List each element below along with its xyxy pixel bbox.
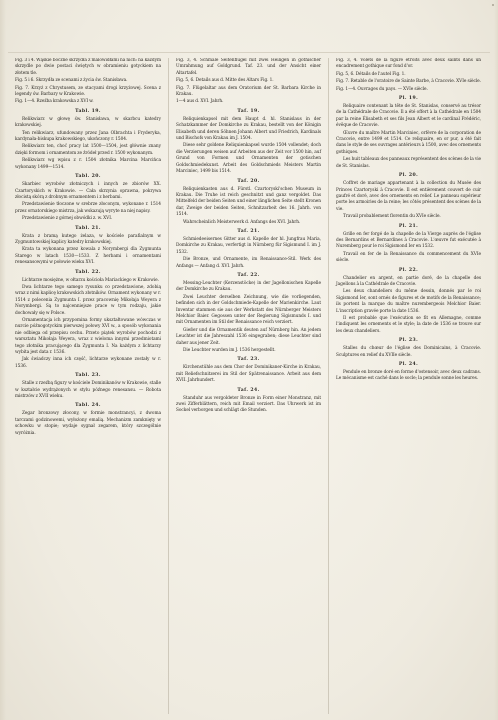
german-plate-heading: Taf. 23. <box>237 357 260 363</box>
french-plate-heading: Pl. 21. <box>398 223 419 229</box>
german-plate-heading: Taf. 19. <box>237 108 260 114</box>
corner-mark <box>492 4 494 6</box>
french-plate-heading: Pl. 20. <box>398 173 419 179</box>
polish-plate-paragraph: Krata z bramą kutego żelaza, w kościele parafialnym w Zygmuntowskiej kaplicy katedry krakowskiej. <box>15 233 161 245</box>
german-intro-paragraph: 1—4 aus d. XVI. Jahrh. <box>176 99 224 105</box>
german-plate-paragraph: Die Bronze, und Ornamente, im Renaissance-Stil. Werk des Anfangs — Anfang d. XVI. Jahrh. <box>176 257 321 269</box>
german-intro-paragraph: Fig. 7. Flügelaltar aus dem Oratorium der St. Barbara Kirche in Krakau. <box>176 85 321 98</box>
german-plate-paragraph: Reliquienkasten aus d. Fürstl. Czartoryski'schen Museum in Krakau. Die Truhe ist reich geschnitzt und ganz vergoldet. Das Mittelfeld der beiden Seiten und einer länglichen Seite stellt Kronen dar, Zweige der beiden Seiten, Schnitzarbeit des 16. Jahrh. von 1514. <box>176 186 321 218</box>
polish-plate-paragraph: Dwa lichtarze tego samego rysunku co przedstawione, zdobią wraz z nimi kaplicę krakowskich złotników. Ornament wykonany w r. 1514 z polecenia Zygmunta I. przez pracownię Mikołaja Weyera z Norymbergi. Są to najcenniejsze prace w tym rodzaju, jakie dochowały się w Polsce. <box>15 284 161 316</box>
german-plate-paragraph: Gießer und die Ornamentik deuten auf Nürnberg hin. An jedem Leuchter ist die Jahreszahl 1536 eingegraben; diese Leuchter sind daher aus jener Zeit. <box>176 327 321 346</box>
french-plate-paragraph: Reliquaire contenant la tête de St. Stanislas, conservé au trésor de la Cathédrale de Cracovie. Il a été offert à la Cathédrale en 1504 par la reine Élisabeth et ses fils Jean Albert et le cardinal Frédéric, évêque de Cracovie. <box>336 104 481 129</box>
top-rule <box>8 52 490 53</box>
french-plate-paragraph: Travail en fer de la Renaissance du commencement du XVIe siècle. <box>336 251 481 264</box>
text-columns <box>8 58 490 714</box>
polish-plate-paragraph: Relikwiarz ten, choć pracy lat 1500—1504, jest głównie znany dzięki formom i ornamentom ze źródeł przed r. 1500 wykonanym. <box>15 144 161 156</box>
french-plate-paragraph: Œuvre du maître Martin Marciniec, orfèvre de la corporation de Cracovie, entre 1499 et 1514. Ce reliquaire, en or pur, a été fait dans le style de ses ouvrages antérieurs à 1500, avec des ornements gothiques. <box>336 130 481 155</box>
polish-plate-paragraph: Relikwiarz w głowę św. Stanisława, w skarbcu katedry krakowskiej. <box>15 116 161 129</box>
german-plate-paragraph: Reliquienkapsel mit dem Haupt d. hl. Stanislaus in der Schatzkammer der Domkirche zu Krakau, bestellt von der Königin Elisabeth und deren Söhnen Johann Albert und Friedrich, Kardinals und Bischofs von Krakau im J. 1504. <box>176 116 321 142</box>
polish-plate-heading: Tabl. 20. <box>75 174 101 180</box>
polish-intro-paragraph: Fig. 7. Krzyż z Chrystusem, ze stacyami drogi krzyżowej. Scena z legendy św. Barbary w Krakowie. <box>15 85 161 98</box>
german-intro-paragraph: Fig. 5, 6. Details aus d. Mitte des Altars Fig. 1. <box>176 78 274 84</box>
page-edge <box>494 0 498 720</box>
polish-intro-paragraph: Fig. 3 i 4. Wąskie boczne skrzydła z malowidłami na nich: na każdym skrzydle po dwie postaci świętych w obramieniu gotyckiem na złotem tle. <box>15 58 161 76</box>
polish-plate-paragraph: Skarbiec wyrobów złotniczych i innych ze zbiorów XX. Czartoryskich w Krakowie. — Cała skrzynia oprawna, pokrywa złocistą skórą z drobnym ornamentem i z herbami. <box>15 182 161 200</box>
french-plate-paragraph: Pendule en bronze doré en forme d'ostensoir, avec deux cadrans. Le mécanisme est caché dans le socle; la pendule sonne les heures. <box>336 370 481 382</box>
polish-plate-paragraph: Ten relikwiarz, ufundowany przez Jana Olbrachta i Fryderyka, kardynała-biskupa krakowskiego, ukończony r. 1504. <box>15 130 161 143</box>
french-plate-paragraph: Grille en fer forgé de la chapelle de la Vierge auprès de l'église des Bernardins et Bernardines à Cracovie. L'œuvre fut exécutée à Nuremberg pour le roi Sigismond Ier en 1532. <box>336 231 481 250</box>
german-plate-heading: Taf. 24. <box>237 387 260 393</box>
french-plate-heading: Pl. 24. <box>398 362 419 368</box>
french-column <box>328 58 488 714</box>
german-plate-paragraph: Zwei Leuchter derselben Zeichnung, wie die vorliegenden, befinden sich in der Goldschmiede-Kapelle der Marienkirche. Laut Inventar stammen sie aus der Werkstatt des Nürnberger Meisters Melchior Baier. Gegossen unter der Regierung Sigismunds I. und mit Ornamenten im Stil der Renaissance reich verziert. <box>176 294 321 326</box>
german-plate-paragraph: Die Leuchter wurden im J. 1536 hergestellt. <box>183 348 276 354</box>
german-plate-heading: Taf. 21. <box>237 228 260 234</box>
german-plate-paragraph: Schmiedeeisernes Gitter aus d. Kapelle der hl. Jungfrau Maria, Domkirche zu Krakau, verfertigt in Nürnberg für Sigismund I. im J. 1532. <box>176 236 321 255</box>
french-plate-paragraph: Coffret de mariage appartenant à la collection du Musée des Princes Czartoryski à Cracovie. Il est entièrement couvert de cuir gaufré et doré, avec des ornements en relief. Le panneau supérieur porte les armoiries de la reine; les côtés présentent des scènes de la vie. <box>336 181 481 212</box>
french-plate-paragraph: Les huit tableaux des panneaux représentent des scènes de la vie de St. Stanislas. <box>336 157 482 169</box>
french-plate-paragraph: Il est probable que l'exécution se fit en Allemagne, comme l'indiquent les ornements et le style; la date de 1536 se trouve sur les deux chandeliers. <box>336 316 481 334</box>
polish-intro-paragraph: Fig. 1—4. Rzeźba krakowska z XVI w. <box>15 99 94 105</box>
polish-plate-paragraph: Relikwiarz wg wpisu z r. 1504 złotnika Marcina Marcińca wykonany 1499—1514. <box>15 158 161 170</box>
polish-plate-heading: Tabl. 19. <box>75 108 101 114</box>
polish-plate-heading: Tabl. 22. <box>75 269 101 275</box>
polish-plate-heading: Tabl. 21. <box>75 225 101 231</box>
german-plate-paragraph: Messing-Leuchter (Kerzenstöcke) in der Jagellonischen Kapelle der Domkirche zu Krakau. <box>176 280 321 293</box>
french-plate-paragraph: Chandelier en argent, en partie doré, de la chapelle des Jagellons à la Cathédrale de Cracovie. <box>336 275 481 287</box>
polish-intro-paragraph: Fig. 5 i 6. Skrzydła ze scenami z życia św. Stanisława. <box>15 78 128 84</box>
french-plate-paragraph: Stalles du chœur de l'église des Dominicains, à Cracovie. Sculptures en relief du XVIIe siècle. <box>336 346 481 358</box>
french-plate-heading: Pl. 23. <box>398 338 419 344</box>
french-intro-paragraph: Fig. 7. Retable de l'oratoire de Sainte Barbe, à Cracovie. XVIe siècle. <box>336 79 481 85</box>
german-plate-paragraph: Kirchenstühle aus dem Chor der Dominikaner-Kirche in Krakau, mit Reliefschnitzerei im Stil der Spätrenaissance. Arbeit aus dem XVII. Jahrhundert. <box>176 365 321 384</box>
french-intro-paragraph: Fig. 1—4. Ouvrages du pays. — XVIe siècle. <box>336 86 428 92</box>
polish-plate-paragraph: Stalle z rzeźbą figury w kościele Dominikanów w Krakowie, stalle w kształcie wydrążonych w stylu późnego renesansu. — Robota mistrzów z XVII wieku. <box>15 381 161 400</box>
polish-plate-paragraph: Jak świadczy inna ich część, lichtarze wykonane zostały w r. 1536. <box>15 357 161 369</box>
french-plate-paragraph: Travail probablement florentin du XVIe siècle. <box>343 214 441 220</box>
polish-column <box>8 58 168 714</box>
german-plate-heading: Taf. 20. <box>237 178 260 184</box>
french-intro-paragraph: Fig. 5, 6. Détails de l'autel Fig. 1. <box>336 71 406 77</box>
french-plate-paragraph: Les deux chandeliers du même dessin, donnés par le roi Sigismond Ier, sont ornés de figures et de motifs de la Renaissance; ils portent la marque du maître nurembergeois Melchior Baier. L'inscription gravée porte la date 1536. <box>336 289 481 314</box>
german-plate-paragraph: Standuhr aus vergoldeter Bronze in Form einer Monstranz, mit zwei Zifferblättern, reich mit Email verziert. Das Uhrwerk ist im Sockel verborgen und schlägt die Stunden. <box>176 395 321 414</box>
polish-plate-paragraph: Krata ta wykonana przez kowala z Norymbergi dla Zygmunta Starego w latach 1530—1533. Z herbami i ornamentami renesansowymi w połowie wieku XVI. <box>15 247 161 266</box>
german-plate-heading: Taf. 22. <box>237 272 260 278</box>
german-column <box>168 58 328 714</box>
polish-plate-paragraph: Lichtarze mosiężne, w ołtarzu kościoła Mariackiego w Krakowie. <box>22 277 159 283</box>
german-plate-paragraph: Wahrscheinlich Meisterwerk d. Anfangs des XVI. Jahrh. <box>183 219 301 225</box>
french-plate-heading: Pl. 22. <box>398 267 419 273</box>
binding-shadow <box>0 0 6 720</box>
polish-plate-paragraph: Przedstawienie tłoczone w srebrze złoconym, wykonane r. 1514 przez ornatorskiego mistrza, jak wskazują wyryte na niej napisy. <box>15 202 161 214</box>
polish-plate-paragraph: Przedstawienie z górnej obwódki z. w. XVI. <box>22 216 113 222</box>
french-intro-paragraph: Fig. 3, 4. Volets de la figure étroits avec deux saints dans un encadrement gothique sur fond d'or. <box>336 58 481 70</box>
polish-plate-paragraph: Ornamentacja ich przypomina formy ukształtowane wówczas w nurcie późnogotyckim pierwszej połowy XVI w., a sposób wykonania nie odbiega od przepisu cechu. Przeto piątek wyrobów pochodzi z warsztatu Mikołaja Weyera, wraz z wieloma innymi przedmiotami tego złotnika pracującego dla Zygmunta I. Na każdym z lichtarzy wybita jest data r. 1536. <box>15 318 161 356</box>
french-plate-heading: Pl. 19. <box>398 96 419 102</box>
german-intro-paragraph: Fig. 3, 4. Schmale Seitenflügel mit zwei Heiligen in gothischer Umrahmung auf Goldgrund. Taf. 23. und der Ansicht einer Altartafel. <box>176 58 321 76</box>
polish-plate-paragraph: Zegar bronzowy złocony, w formie monstrancyi, z dwoma tarczami godzinowemi, wyłożony emalią. Mechanizm zamknięty w schowku w stopie; wydaje sygnał zegarem, który szczególnie wyróżnia. <box>15 411 161 436</box>
polish-plate-heading: Tabl. 24. <box>75 403 101 409</box>
polish-plate-heading: Tabl. 23. <box>75 373 101 379</box>
german-plate-paragraph: Diese sehr goldene Reliquienkapsel wurde 1504 vollendet; doch die Verzierungen weisen auf Arbeiten aus der Zeit vor 1500 hin, auf Grund von Formen und Ornamenten der gotischen Goldschmiedekunst. Arbeit des Goldschmieds Meisters Martin Marciniec, 1499 bis 1514. <box>176 143 321 175</box>
